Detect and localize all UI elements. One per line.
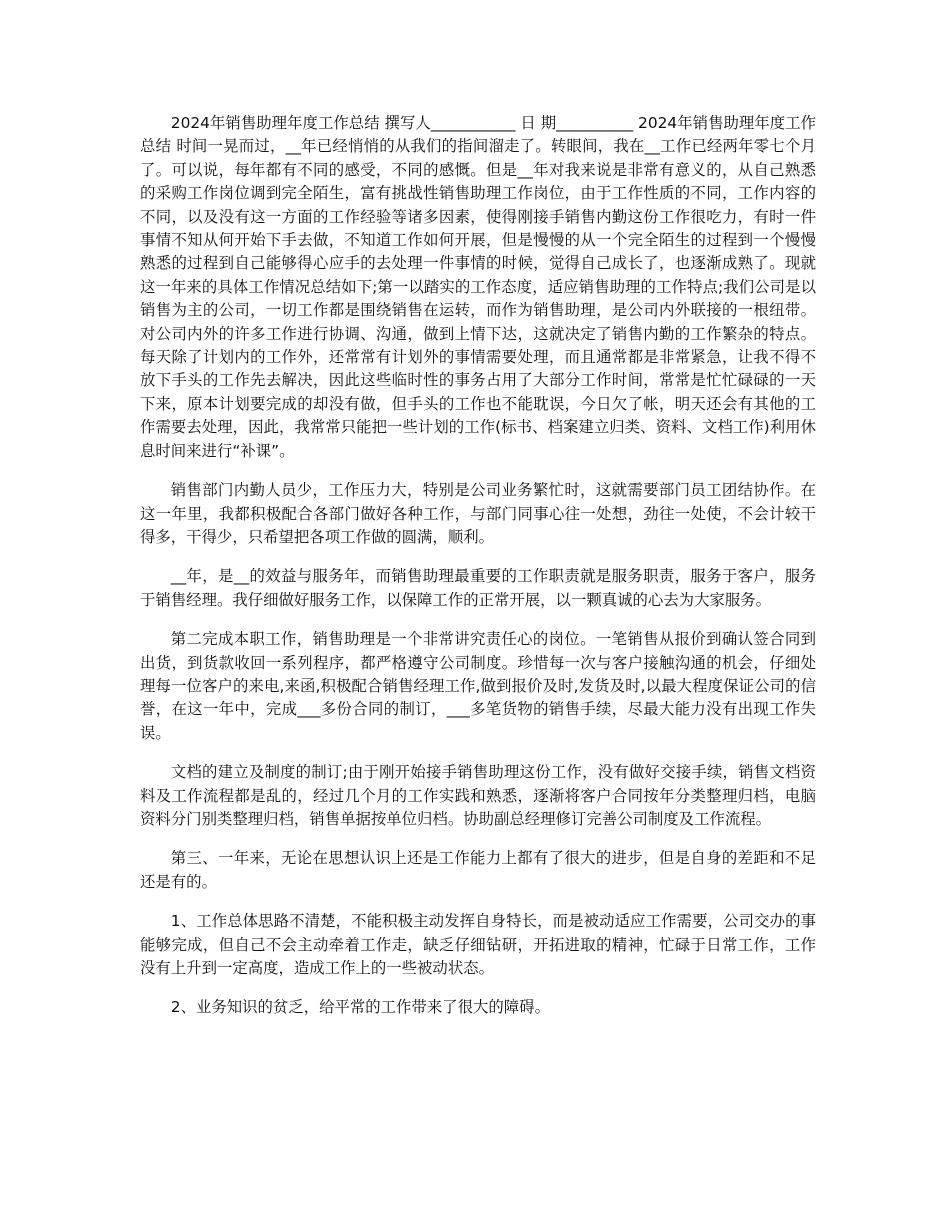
- paragraph-shortcomings: 第三、一年来，无论在思想认识上还是工作能力上都有了很大的进步，但是自身的差距和不足还是有的。: [140, 849, 816, 891]
- paragraph-item-2: 2、业务知识的贫乏，给平常的工作带来了很大的障碍。: [170, 998, 550, 1017]
- paragraph-item-1: 1、工作总体思路不清楚，不能积极主动发挥自身特长，而是被动适应工作需要，公司交办的事能够完成，但自己不会主动牵着工作走，缺乏仔细钻研，开拓进取的精神，忙碌于日常工作，工作没有上升到一定高度，造成工作上的一些被动状态。: [140, 912, 816, 977]
- paragraph-teamwork: 销售部门内勤人员少，工作压力大，特别是公司业务繁忙时，这就需要部门员工团结协作。在这一年里，我都积极配合各部门做好各种工作，与部门同事心往一处想，劲往一处使，不会计较干得多，干得少，只希望把各项工作做的圆满，顺利。: [140, 481, 816, 546]
- paragraph-documents: 文档的建立及制度的制订;由于刚开始接手销售助理这份工作，没有做好交接手续，销售文档资料及工作流程都是乱的，经过几个月的工作实践和熟悉，逐渐将客户合同按年分类整理归档，电脑资料分门别类整理归档，销售单据按单位归档。协助副总经理修订完善公司制度及工作流程。: [140, 763, 816, 828]
- paragraph-service: __年，是__的效益与服务年，而销售助理最重要的工作职责就是服务职责，服务于客户，服务于销售经理。我仔细做好服务工作，以保障工作的正常开展，以一颗真诚的心去为大家服务。: [140, 567, 816, 609]
- paragraph-duties: 第二完成本职工作，销售助理是一个非常讲究责任心的岗位。一笔销售从报价到确认签合同到出货，到货款收回一系列程序，都严格遵守公司制度。珍惜每一次与客户接触沟通的机会，仔细处理每一位客户的来电,来函,积极配合销售经理工作,做到报价及时,发货及时,以最大程度保证公司的信誉，在这一年中，完成___多份合同的制订，___多笔货物的销售手续，尽最大能力没有出现工作失误。: [140, 630, 816, 742]
- paragraph-intro: 2024年销售助理年度工作总结 撰写人___________ 日 期__________ 2024年销售助理年度工作总结 时间一晃而过，__年已经悄悄的从我们的指间溜走了。转眼间，我在__工作已经两年零七个月了。可以说，每年都有不同的感受，不同的感慨。但是__年对我来说是非常有意义的，从自己熟悉的采购工作岗位调到完全陌生，富有挑战性销售助理工作岗位，由于工作性质的不同，工作内容的不同，以及没有这一方面的工作经验等诸多因素，使得刚接手销售内勤这份工作很吃力，有时一件事情不知从何开始下手去做，不知道工作如何开展，但是慢慢的从一个完全陌生的过程到一个慢慢熟悉的过程到自己能够得心应手的去处理一件事情的时候，觉得自己成长了，也逐渐成熟了。现就这一年来的具体工作情况总结如下;第一以踏实的工作态度，适应销售助理的工作特点;我们公司是以销售为主的公司，一切工作都是围绕销售在运转，而作为销售助理，是公司内外联接的一根纽带。对公司内外的许多工作进行协调、沟通，做到上情下达，这就决定了销售内勤的工作繁杂的特点。每天除了计划内的工作外，还常常有计划外的事情需要处理，而且通常都是非常紧急，让我不得不放下手头的工作先去解决，因此这些临时性的事务占用了大部分工作时间，常常是忙忙碌碌的一天下来，原本计划要完成的却没有做，但手头的工作也不能耽误，今日欠了帐，明天还会有其他的工作需要去处理，因此，我常常只能把一些计划的工作(标书、档案建立归类、资料、文档工作)利用休息时间来进行“补课”。: [140, 114, 816, 460]
